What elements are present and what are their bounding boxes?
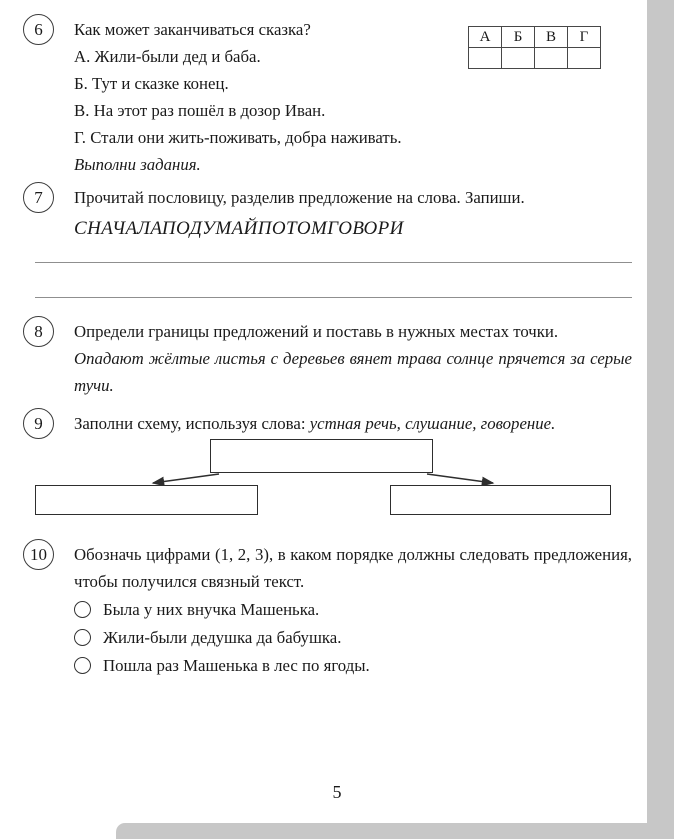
question-10-body [74, 541, 632, 679]
instruction-text: Выполни задания. [74, 155, 201, 174]
arrow-to-right-box [427, 474, 493, 483]
order-circle-2 [74, 629, 91, 646]
question-10-number-circle: 10 [23, 539, 54, 570]
question-9 [23, 410, 632, 439]
answer-header-b: Б [502, 27, 535, 48]
q6-option-v: В. На этот раз пошёл в дозор Иван. [74, 101, 326, 120]
diagram-box-right [390, 485, 611, 515]
question-7 [23, 184, 632, 213]
q8-exercise-sentence: Опадают жёлтые листья с деревьев вянет трава солнце прячется за серые тучи. [74, 349, 632, 395]
answer-header-v: В [535, 27, 568, 48]
question-6-number-circle: 6 [23, 14, 54, 45]
q10-item-1-text: Была у них внучка Машенька. [103, 600, 320, 619]
writing-line-2 [35, 297, 632, 298]
q10-item-1 [74, 597, 632, 623]
answer-header-g: Г [568, 27, 601, 48]
order-circle-1 [74, 601, 91, 618]
order-circle-3 [74, 657, 91, 674]
q6-option-b: Б. Тут и сказке конец. [74, 74, 229, 93]
page-number: 5 [332, 782, 342, 802]
diagram-box-left [35, 485, 258, 515]
writing-line-1 [35, 262, 632, 263]
scan-edge-bottom [116, 823, 674, 839]
q10-item-3-text: Пошла раз Машенька в лес по ягоды. [103, 656, 370, 675]
question-7-text: Прочитай пословицу, разделив предложение на слова. Запиши. [74, 188, 525, 207]
question-6-body [74, 16, 472, 151]
question-6-text: Как может заканчиваться сказка? [74, 20, 311, 39]
question-8-number-circle: 8 [23, 316, 54, 347]
question-10 [23, 541, 632, 679]
q9-diagram [23, 439, 632, 517]
q10-item-3 [74, 653, 632, 679]
question-6-options [74, 43, 472, 151]
q7-puzzle-text: СНАЧАЛАПОДУМАЙПОТОМГОВОРИ [74, 218, 404, 239]
question-8-text: Определи границы предложений и поставь в нужных местах точки. [74, 322, 559, 341]
question-9-text [74, 410, 632, 437]
arrow-to-left-box [153, 474, 219, 483]
question-9-number-circle: 9 [23, 408, 54, 439]
q6-option-g: Г. Стали они жить-поживать, добра наживать. [74, 128, 402, 147]
q9-text-words: устная речь, слушание, говорение. [309, 414, 556, 433]
q9-text-prefix: Заполни схему, используя слова: [74, 414, 310, 433]
question-10-text: Обозначь цифрами (1, 2, 3), в каком порядке должны следовать предложения, чтобы получился связный текст. [74, 545, 632, 591]
question-7-number-circle: 7 [23, 182, 54, 213]
answer-header-a: А [469, 27, 502, 48]
q10-item-2 [74, 625, 632, 651]
question-6 [23, 16, 632, 151]
q6-option-a: А. Жили-были дед и баба. [74, 47, 261, 66]
q10-item-2-text: Жили-были дедушка да бабушка. [103, 628, 342, 647]
diagram-box-top [210, 439, 433, 473]
question-8 [23, 318, 632, 399]
question-8-body [74, 318, 632, 399]
